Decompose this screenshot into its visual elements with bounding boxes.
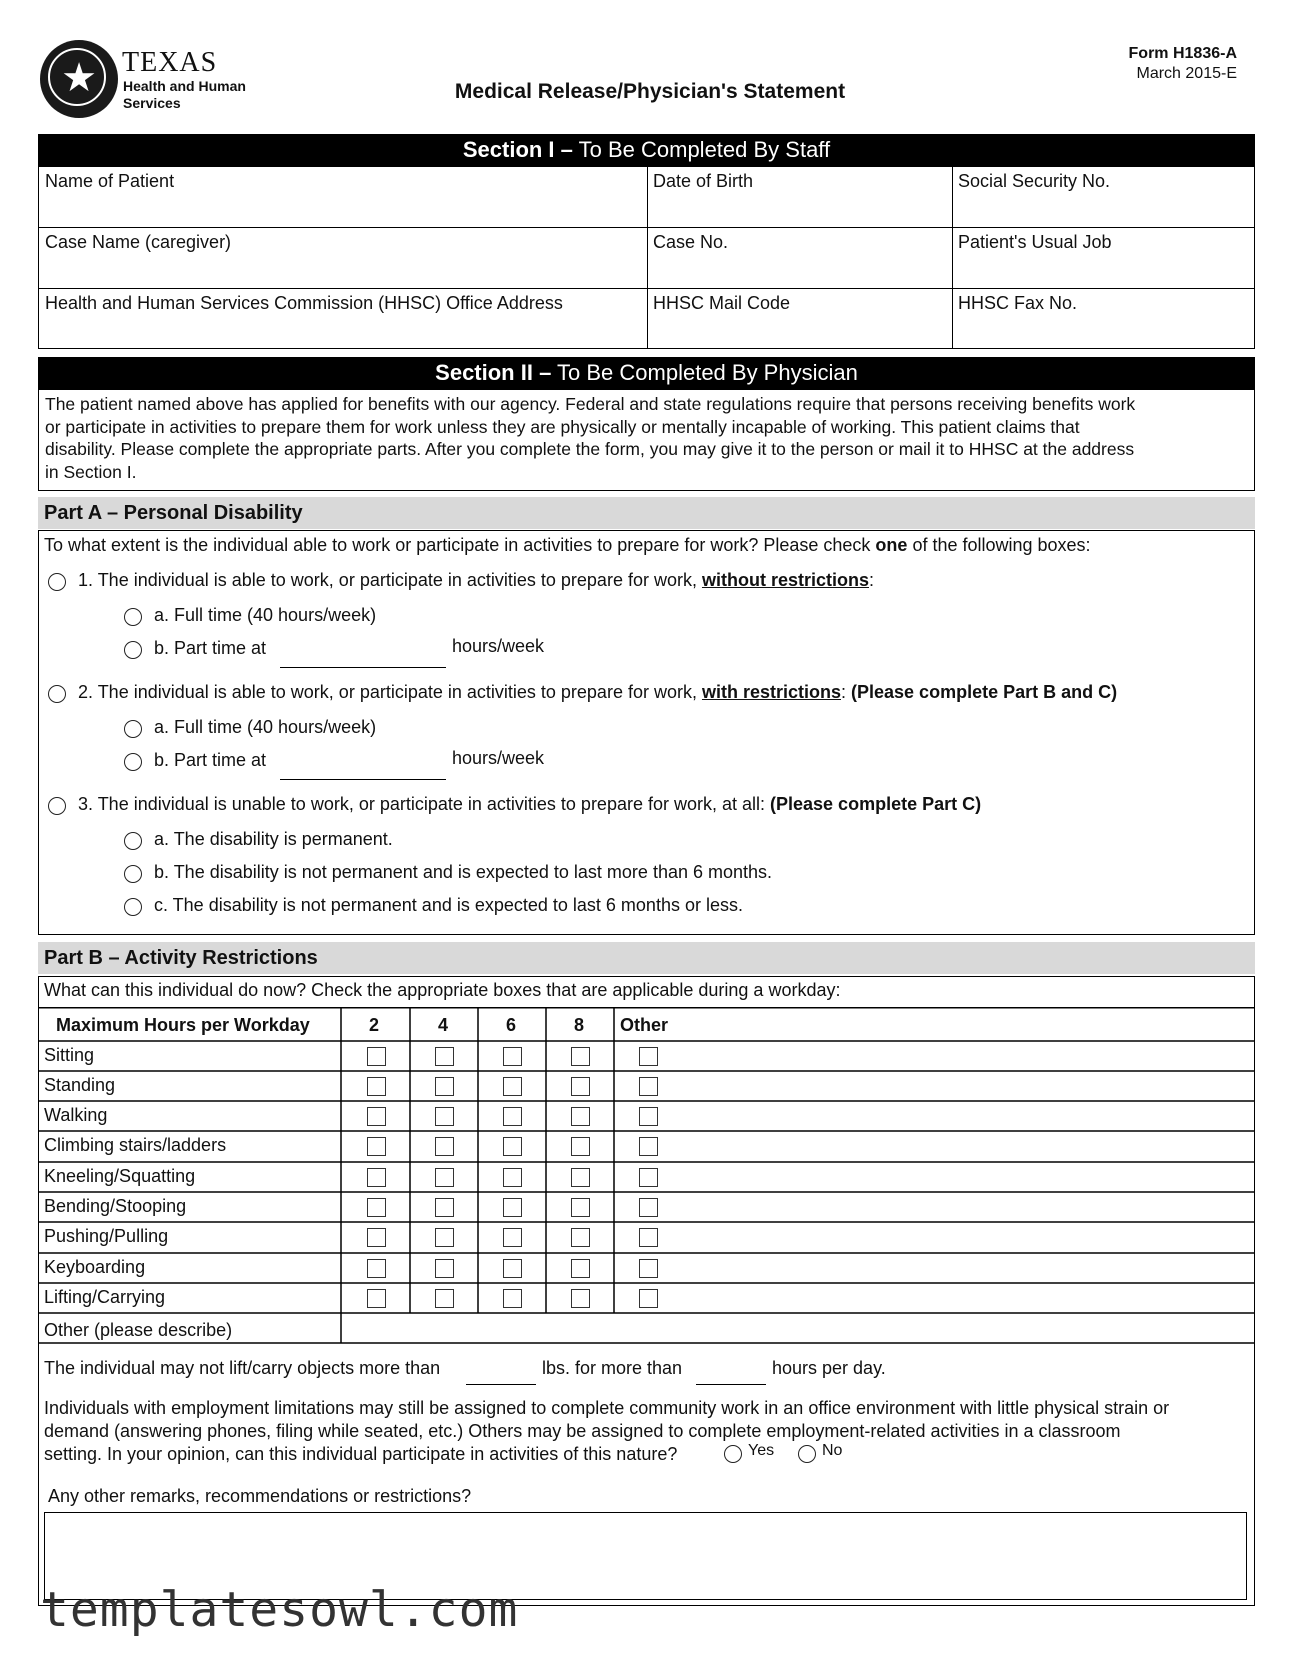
activity-label: Kneeling/Squatting bbox=[44, 1166, 196, 1186]
section-2-intro: The patient named above has applied for benefits with our agency. Federal and state regulations require that persons receiving benefits work or participate in activities to prepare them for work unless they are physically or mentally incapable of working. This patient claims that disability. Please complete the appropriate parts. After you complete the form, you may give it to the person or mail it to HHSC at the address in Section I. bbox=[38, 389, 1255, 491]
lift-post: hours per day. bbox=[772, 1358, 886, 1378]
checkbox-8-hours[interactable] bbox=[571, 1289, 590, 1308]
header-6: 6 bbox=[506, 1015, 517, 1035]
checkbox-4-hours[interactable] bbox=[435, 1137, 454, 1156]
activity-label: Pushing/Pulling bbox=[44, 1226, 169, 1246]
checkbox-4-hours[interactable] bbox=[435, 1228, 454, 1247]
header-4: 4 bbox=[438, 1015, 449, 1035]
option-1b-label: b. Part time at bbox=[154, 638, 267, 658]
checkbox-6-hours[interactable] bbox=[503, 1198, 522, 1217]
field-ssn[interactable]: Social Security No. bbox=[958, 171, 1111, 191]
checkbox-other-hours[interactable] bbox=[639, 1137, 658, 1156]
part-a-question: To what extent is the individual able to work or participate in activities to prepare for work? Please check one of the following boxes: bbox=[44, 535, 1091, 555]
checkbox-8-hours[interactable] bbox=[571, 1077, 590, 1096]
checkbox-4-hours[interactable] bbox=[435, 1198, 454, 1217]
checkbox-8-hours[interactable] bbox=[571, 1168, 590, 1187]
option-3a-label: a. The disability is permanent. bbox=[154, 829, 393, 849]
field-fax-no[interactable]: HHSC Fax No. bbox=[958, 293, 1078, 313]
limitations-text: Individuals with employment limitations may still be assigned to complete community work in an office environment with little physical strain or demand (answering phones, filing while seated, etc.) Others may be assigned to complete employment-related activities in a classroom setting. In your opinion, can this individual participate in activities of this nature? bbox=[44, 1398, 1170, 1464]
option-2b-label: b. Part time at bbox=[154, 750, 267, 770]
option-2b-hours-field[interactable] bbox=[280, 779, 446, 780]
activity-label: Keyboarding bbox=[44, 1257, 146, 1277]
yes-label: Yes bbox=[748, 1442, 775, 1459]
checkbox-2-hours[interactable] bbox=[367, 1228, 386, 1247]
lift-pre: The individual may not lift/carry objects more than bbox=[44, 1358, 441, 1378]
checkbox-2-hours[interactable] bbox=[367, 1259, 386, 1278]
checkbox-6-hours[interactable] bbox=[503, 1137, 522, 1156]
logo-texas: TEXAS bbox=[122, 47, 218, 78]
checkbox-4-hours[interactable] bbox=[435, 1047, 454, 1066]
header-2: 2 bbox=[369, 1015, 380, 1035]
radio-no[interactable] bbox=[798, 1445, 816, 1463]
field-case-name[interactable]: Case Name (caregiver) bbox=[45, 232, 232, 252]
radio-option-3c[interactable] bbox=[124, 898, 142, 916]
checkbox-4-hours[interactable] bbox=[435, 1107, 454, 1126]
option-1b-hours-field[interactable] bbox=[280, 667, 446, 668]
form-number: Form H1836-A bbox=[1128, 45, 1237, 62]
checkbox-8-hours[interactable] bbox=[571, 1259, 590, 1278]
logo-agency: Health and Human Services bbox=[123, 78, 246, 111]
checkbox-6-hours[interactable] bbox=[503, 1289, 522, 1308]
checkbox-2-hours[interactable] bbox=[367, 1137, 386, 1156]
checkbox-2-hours[interactable] bbox=[367, 1107, 386, 1126]
checkbox-4-hours[interactable] bbox=[435, 1077, 454, 1096]
no-label: No bbox=[822, 1442, 843, 1459]
radio-option-2b[interactable] bbox=[124, 753, 142, 771]
checkbox-6-hours[interactable] bbox=[503, 1168, 522, 1187]
radio-option-1b[interactable] bbox=[124, 641, 142, 659]
checkbox-6-hours[interactable] bbox=[503, 1259, 522, 1278]
radio-option-3[interactable] bbox=[48, 797, 66, 815]
lift-mid: lbs. for more than bbox=[542, 1358, 683, 1378]
checkbox-6-hours[interactable] bbox=[503, 1107, 522, 1126]
other-describe-field[interactable] bbox=[342, 1314, 1254, 1342]
checkbox-other-hours[interactable] bbox=[639, 1289, 658, 1308]
radio-option-1[interactable] bbox=[48, 573, 66, 591]
option-3-label: 3. The individual is unable to work, or participate in activities to prepare for work, at all: (Please complete Part C) bbox=[78, 794, 982, 814]
star-icon: ★ bbox=[61, 56, 97, 100]
section-1-grid bbox=[38, 166, 1255, 349]
header-8: 8 bbox=[574, 1015, 585, 1035]
checkbox-8-hours[interactable] bbox=[571, 1137, 590, 1156]
radio-option-2[interactable] bbox=[48, 685, 66, 703]
field-mail-code[interactable]: HHSC Mail Code bbox=[653, 293, 791, 313]
checkbox-4-hours[interactable] bbox=[435, 1259, 454, 1278]
header-other: Other bbox=[620, 1015, 669, 1035]
checkbox-2-hours[interactable] bbox=[367, 1168, 386, 1187]
radio-option-2a[interactable] bbox=[124, 720, 142, 738]
checkbox-2-hours[interactable] bbox=[367, 1047, 386, 1066]
option-2-label: 2. The individual is able to work, or participate in activities to prepare for work, with restrictions: (Please complete Part B and C) bbox=[78, 682, 1118, 702]
checkbox-other-hours[interactable] bbox=[639, 1228, 658, 1247]
checkbox-8-hours[interactable] bbox=[571, 1228, 590, 1247]
section-1-header: Section I – To Be Completed By Staff bbox=[38, 134, 1255, 166]
checkbox-8-hours[interactable] bbox=[571, 1198, 590, 1217]
field-office-address[interactable]: Health and Human Services Commission (HHSC) Office Address bbox=[45, 293, 563, 313]
checkbox-2-hours[interactable] bbox=[367, 1077, 386, 1096]
checkbox-4-hours[interactable] bbox=[435, 1168, 454, 1187]
checkbox-4-hours[interactable] bbox=[435, 1289, 454, 1308]
other-describe-label: Other (please describe) bbox=[44, 1320, 233, 1340]
field-date-of-birth[interactable]: Date of Birth bbox=[653, 171, 754, 191]
checkbox-other-hours[interactable] bbox=[639, 1077, 658, 1096]
field-patient-name[interactable]: Name of Patient bbox=[45, 171, 175, 191]
checkbox-other-hours[interactable] bbox=[639, 1168, 658, 1187]
activity-label: Lifting/Carrying bbox=[44, 1287, 166, 1307]
checkbox-6-hours[interactable] bbox=[503, 1047, 522, 1066]
radio-option-3b[interactable] bbox=[124, 865, 142, 883]
lift-hours-field[interactable] bbox=[696, 1384, 766, 1385]
checkbox-6-hours[interactable] bbox=[503, 1228, 522, 1247]
document-title: Medical Release/Physician's Statement bbox=[454, 80, 846, 103]
option-3c-label: c. The disability is not permanent and is expected to last 6 months or less. bbox=[154, 895, 743, 915]
checkbox-8-hours[interactable] bbox=[571, 1047, 590, 1066]
lift-lbs-field[interactable] bbox=[466, 1384, 536, 1385]
option-2a-label: a. Full time (40 hours/week) bbox=[154, 717, 377, 737]
option-1a-label: a. Full time (40 hours/week) bbox=[154, 605, 377, 625]
checkbox-other-hours[interactable] bbox=[639, 1047, 658, 1066]
part-b-header: Part B – Activity Restrictions bbox=[38, 942, 1255, 974]
checkbox-other-hours[interactable] bbox=[639, 1198, 658, 1217]
option-1-label: 1. The individual is able to work, or participate in activities to prepare for work, without restrictions: bbox=[78, 570, 874, 590]
checkbox-2-hours[interactable] bbox=[367, 1289, 386, 1308]
field-usual-job[interactable]: Patient's Usual Job bbox=[958, 232, 1112, 252]
option-3b-label: b. The disability is not permanent and is expected to last more than 6 months. bbox=[154, 862, 773, 882]
radio-yes[interactable] bbox=[724, 1445, 742, 1463]
radio-option-1a[interactable] bbox=[124, 608, 142, 626]
checkbox-other-hours[interactable] bbox=[639, 1259, 658, 1278]
checkbox-8-hours[interactable] bbox=[571, 1107, 590, 1126]
part-b-question: What can this individual do now? Check the appropriate boxes that are applicable during a workday: bbox=[44, 980, 841, 1000]
radio-option-3a[interactable] bbox=[124, 832, 142, 850]
option-1b-unit: hours/week bbox=[452, 636, 545, 656]
form-date: March 2015-E bbox=[1136, 65, 1237, 82]
option-2b-unit: hours/week bbox=[452, 748, 545, 768]
checkbox-6-hours[interactable] bbox=[503, 1077, 522, 1096]
activity-label: Walking bbox=[44, 1105, 108, 1125]
section-2-header: Section II – To Be Completed By Physician bbox=[38, 357, 1255, 389]
activity-label: Standing bbox=[44, 1075, 116, 1095]
remarks-label: Any other remarks, recommendations or restrictions? bbox=[48, 1486, 472, 1506]
header-max-hours: Maximum Hours per Workday bbox=[56, 1015, 310, 1035]
checkbox-2-hours[interactable] bbox=[367, 1198, 386, 1217]
part-a-header: Part A – Personal Disability bbox=[38, 497, 1255, 529]
activity-label: Bending/Stooping bbox=[44, 1196, 187, 1216]
activity-label: Sitting bbox=[44, 1045, 95, 1065]
texas-seal-logo bbox=[40, 40, 118, 118]
checkbox-other-hours[interactable] bbox=[639, 1107, 658, 1126]
activity-label: Climbing stairs/ladders bbox=[44, 1135, 227, 1155]
watermark: templatesowl.com bbox=[40, 1582, 519, 1638]
field-case-no[interactable]: Case No. bbox=[653, 232, 729, 252]
